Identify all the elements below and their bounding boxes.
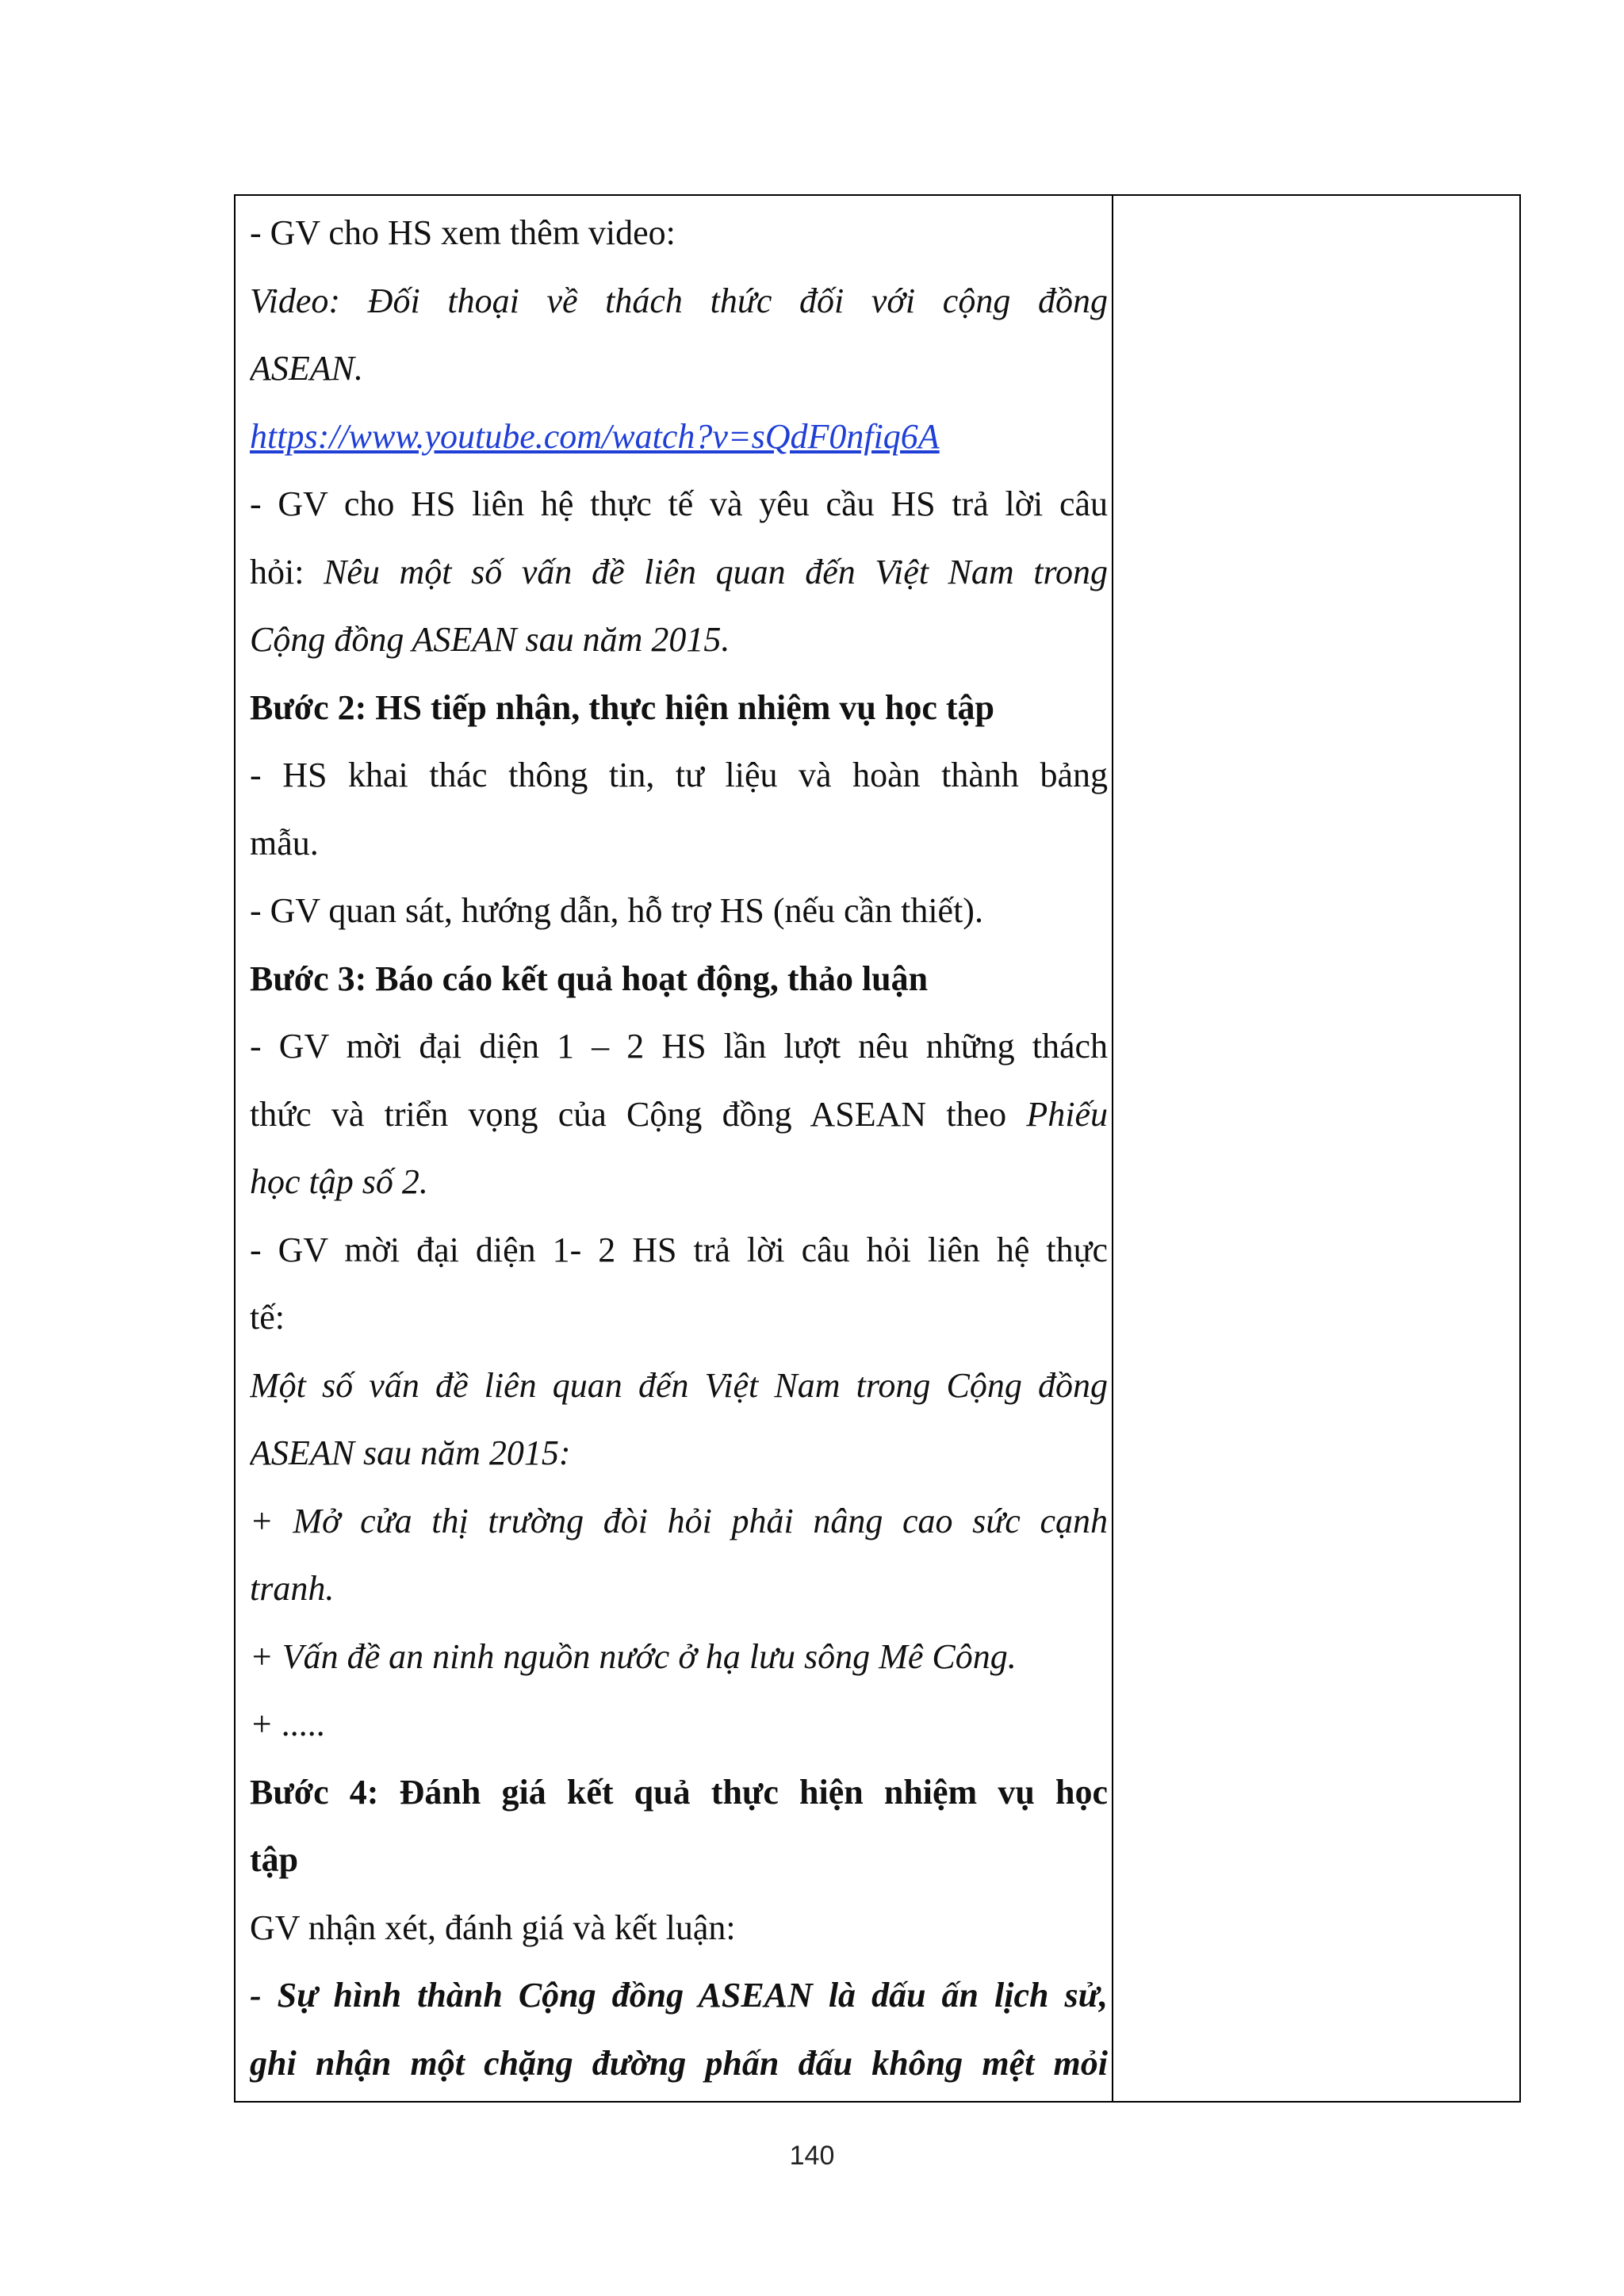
text-line: ASEAN sau năm 2015:: [250, 1433, 571, 1472]
text-line: + Vấn đề an ninh nguồn nước ở hạ lưu sông Mê Công.: [250, 1636, 1017, 1676]
step-heading: Bước 4: Đánh giá kết quả thực hiện nhiệm vụ học: [250, 1772, 1108, 1812]
text-line: Một số vấn đề liên quan đến Việt Nam trong Cộng đồng: [250, 1365, 1108, 1405]
text-line: - HS khai thác thông tin, tư liệu và hoàn thành bảng: [250, 756, 1108, 794]
step-heading: tập: [250, 1840, 299, 1879]
text-line: hỏi: Nêu một số vấn đề liên quan đến Việt Nam trong: [250, 552, 1108, 591]
step-heading: Bước 3: Báo cáo kết quả hoạt động, thảo luận: [250, 959, 929, 998]
text-line: + Mở cửa thị trường đòi hỏi phải nâng cao sức cạnh: [250, 1501, 1108, 1540]
text-line: ASEAN.: [250, 349, 363, 388]
text-line: học tập số 2.: [250, 1162, 428, 1201]
activity-cell: [250, 199, 1108, 2097]
step-heading: Bước 2: HS tiếp nhận, thực hiện nhiệm vụ học tập: [250, 687, 994, 727]
text-line: + .....: [250, 1705, 326, 1743]
text-line: - GV mời đại diện 1 – 2 HS lần lượt nêu những thách: [250, 1027, 1108, 1066]
video-link-line: [250, 403, 1108, 471]
video-link[interactable]: https://www.youtube.com/watch?v=sQdF0nfiq6A: [250, 416, 940, 456]
content-table: [234, 194, 1521, 2103]
text-line: tế:: [250, 1298, 285, 1337]
page-number: 140: [789, 2141, 835, 2171]
text-line: - GV quan sát, hướng dẫn, hỗ trợ HS (nếu cần thiết).: [250, 891, 983, 930]
text-line: - GV cho HS liên hệ thực tế và yêu cầu HS trả lời câu: [250, 484, 1108, 523]
text-line: - GV cho HS xem thêm video:: [250, 213, 676, 252]
text-line: Cộng đồng ASEAN sau năm 2015.: [250, 620, 730, 659]
text-line: tranh.: [250, 1569, 335, 1608]
text-line: GV nhận xét, đánh giá và kết luận:: [250, 1908, 736, 1947]
conclusion-line: - Sự hình thành Cộng đồng ASEAN là dấu ấn lịch sử,: [250, 1976, 1108, 2015]
text-line: Video: Đối thoại về thách thức đối với cộng đồng: [250, 281, 1108, 320]
column-divider: [1112, 196, 1113, 2101]
text-line: - GV mời đại diện 1- 2 HS trả lời câu hỏi liên hệ thực: [250, 1230, 1108, 1269]
text-line: mẫu.: [250, 823, 319, 863]
conclusion-line: ghi nhận một chặng đường phấn đấu không mệt mỏi: [250, 2043, 1108, 2083]
text-line: thức và triển vọng của Cộng đồng ASEAN theo Phiếu: [250, 1094, 1108, 1134]
